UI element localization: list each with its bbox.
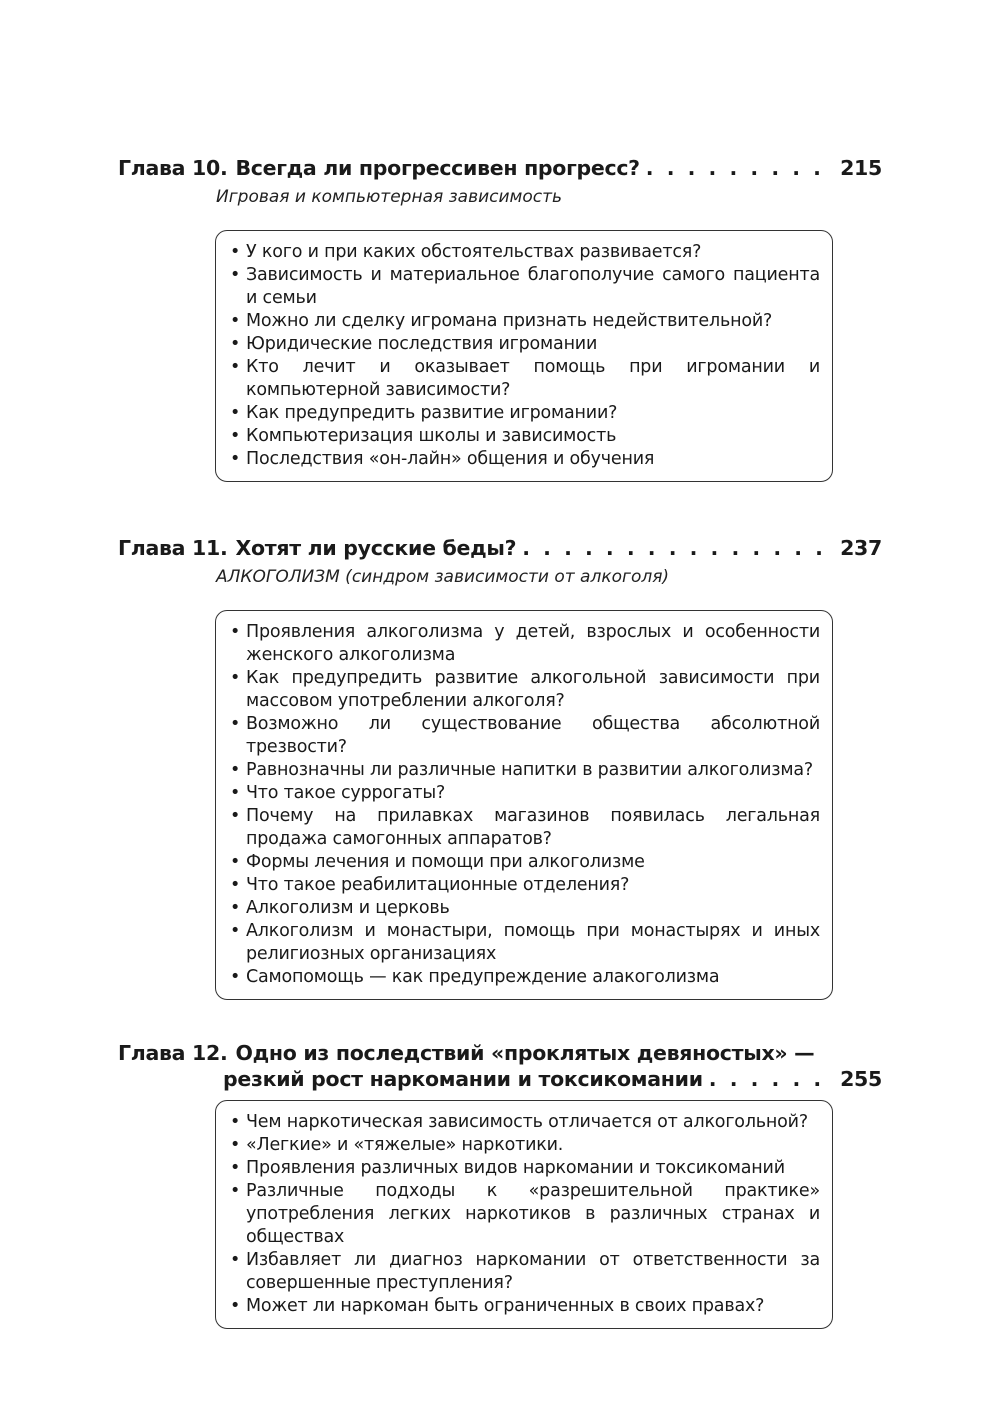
topic-item: • Избавляет ли диагноз наркомании от ответственности за совершенные преступления?	[230, 1250, 820, 1293]
topic-item: • Проявления различных видов наркомании и токсикоманий	[230, 1158, 785, 1178]
chapter-11-title: Хотят ли русские беды?	[235, 536, 517, 560]
bullet-icon: •	[230, 668, 241, 688]
bullet-icon: •	[230, 1112, 241, 1132]
topic-item: • Последствия «он-лайн» общения и обучения	[230, 449, 655, 469]
bullet-icon: •	[230, 311, 241, 331]
bullet-icon: •	[230, 622, 241, 642]
topic-item: • Алкоголизм и церковь	[230, 898, 450, 918]
bullet-icon: •	[230, 1158, 241, 1178]
topic-item: • Кто лечит и оказывает помощь при игромании и компьютерной зависимости?	[230, 357, 820, 400]
chapter-12-page-number: 255	[840, 1067, 882, 1091]
chapter-12-topic-list	[230, 1111, 820, 1318]
bullet-icon: •	[230, 1250, 241, 1270]
chapter-10-topic-list	[230, 241, 820, 471]
topic-item: • Возможно ли существование общества абсолютной трезвости?	[230, 714, 820, 757]
topic-item: • У кого и при каких обстоятельствах развивается?	[230, 242, 702, 262]
topic-item: • Что такое суррогаты?	[230, 783, 446, 803]
topic-item: • Юридические последствия игромании	[230, 334, 598, 354]
bullet-icon: •	[230, 426, 241, 446]
topic-item: • Различные подходы к «разрешительной практике» употребления легких наркотиков в различных странах и обществах	[230, 1181, 820, 1247]
chapter-10-leader-dots	[646, 155, 834, 181]
chapter-12-title-line-1	[118, 1040, 882, 1066]
chapter-10-label: Глава 10.	[118, 156, 228, 180]
topic-item: • Почему на прилавках магазинов появилась легальная продажа самогонных аппаратов?	[230, 806, 820, 849]
chapter-10-title-line	[118, 155, 882, 181]
chapter-11-topic-list	[230, 621, 820, 989]
chapter-12-heading	[118, 1040, 882, 1092]
topic-item: • Что такое реабилитационные отделения?	[230, 875, 630, 895]
topic-item: • Равнозначны ли различные напитки в развитии алкоголизма?	[230, 760, 813, 780]
chapter-11-title-line	[118, 535, 882, 561]
bullet-icon: •	[230, 1135, 241, 1155]
bullet-icon: •	[230, 967, 241, 987]
topic-item: • Формы лечения и помощи при алкоголизме	[230, 852, 645, 872]
bullet-icon: •	[230, 265, 241, 285]
chapter-12-leader-dots	[709, 1066, 834, 1092]
bullet-icon: •	[230, 714, 241, 734]
bullet-icon: •	[230, 403, 241, 423]
bullet-icon: •	[230, 242, 241, 262]
bullet-icon: •	[230, 449, 241, 469]
bullet-icon: •	[230, 783, 241, 803]
bullet-icon: •	[230, 357, 241, 377]
chapter-12-title-line-2	[118, 1066, 882, 1092]
chapter-10-subtitle: Игровая и компьютерная зависимость	[216, 187, 563, 207]
chapter-11-leader-dots	[522, 535, 834, 561]
bullet-icon: •	[230, 921, 241, 941]
bullet-icon: •	[230, 806, 241, 826]
topic-item: • Проявления алкоголизма у детей, взрослых и особенности женского алкоголизма	[230, 622, 820, 665]
topic-item: • Самопомощь — как предупреждение алакоголизма	[230, 967, 720, 987]
chapter-11-topics-box	[215, 610, 833, 1000]
bullet-icon: •	[230, 898, 241, 918]
topic-item: • Можно ли сделку игромана признать недействительной?	[230, 311, 773, 331]
topic-item: • Как предупредить развитие игромании?	[230, 403, 618, 423]
bullet-icon: •	[230, 334, 241, 354]
chapter-12-label: Глава 12.	[118, 1041, 228, 1065]
chapter-10-topics-box	[215, 230, 833, 482]
chapter-12-topics-box	[215, 1100, 833, 1329]
chapter-10-heading	[118, 155, 882, 209]
topic-item: • Как предупредить развитие алкогольной зависимости при массовом употреблении алкоголя?	[230, 668, 820, 711]
chapter-11-subtitle: АЛКОГОЛИЗМ (синдром зависимости от алкоголя)	[216, 567, 670, 587]
topic-item: • Зависимость и материальное благополучие самого пациента и семьи	[230, 265, 820, 308]
bullet-icon: •	[230, 852, 241, 872]
chapter-11-page-number: 237	[840, 536, 882, 560]
topic-item: • Алкоголизм и монастыри, помощь при монастырях и иных религиозных организациях	[230, 921, 820, 964]
chapter-12-title-part-2: резкий рост наркомании и токсикомании	[223, 1067, 703, 1091]
bullet-icon: •	[230, 1181, 241, 1201]
topic-item: • «Легкие» и «тяжелые» наркотики.	[230, 1135, 564, 1155]
chapter-10-title: Всегда ли прогрессивен прогресс?	[235, 156, 640, 180]
bullet-icon: •	[230, 760, 241, 780]
chapter-10-page-number: 215	[840, 156, 882, 180]
bullet-icon: •	[230, 875, 241, 895]
topic-item: • Может ли наркоман быть ограниченных в своих правах?	[230, 1296, 765, 1316]
chapter-12-title-part-1: Одно из последствий «проклятых девяностых» —	[235, 1041, 815, 1065]
bullet-icon: •	[230, 1296, 241, 1316]
chapter-11-heading	[118, 535, 882, 589]
chapter-11-label: Глава 11.	[118, 536, 228, 560]
topic-item: • Компьютеризация школы и зависимость	[230, 426, 617, 446]
topic-item: • Чем наркотическая зависимость отличается от алкогольной?	[230, 1112, 808, 1132]
